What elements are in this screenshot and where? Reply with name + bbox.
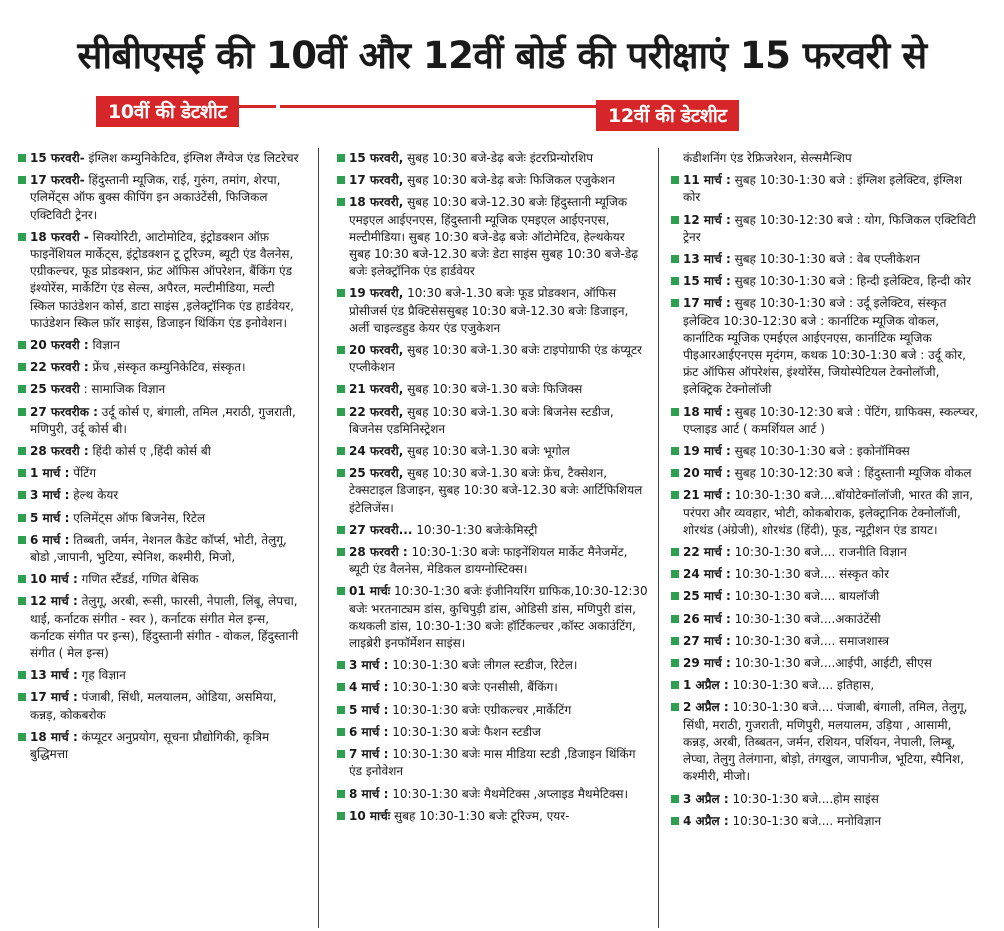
class10-datesheet-tag: 10वीं की डेटशीट (96, 96, 239, 127)
exam-date: 3 मार्च : (349, 658, 389, 673)
schedule-item (337, 786, 649, 803)
bullet-icon (671, 817, 679, 825)
schedule-item (337, 465, 649, 517)
bullet-icon (337, 526, 345, 534)
schedule-item (18, 729, 303, 763)
exam-date: 19 फरवरी, (349, 286, 404, 301)
exam-date: 18 मार्च : (683, 404, 731, 419)
exam-date: 10 मार्च : (30, 572, 78, 587)
schedule-item (337, 381, 649, 398)
exam-subjects: 10:30-1:30 बजे....अकाउंटेंसी (734, 611, 881, 626)
exam-subjects: सुबह 10:30 बजे-1.30 बजेः फ्रेंच, टैक्सेशन, टेक्सटाइल डिजाइन, सुबह 10:30 बजे-12.30 बजेः आर्टिफिशियल इंटेलिजेंस। (349, 466, 643, 515)
bullet-icon (18, 491, 26, 499)
exam-subjects: तेलुगू, अरबी, रूसी, फारसी, नेपाली, लिंबू, लेपचा, थाई, कर्नाटक संगीत - स्वर ), कर्नाटक संगीत मेल इन्स, कर्नाटक संगीत पर इन्स), हिंदुस्तानी संगीत - वोकल, हिंदुस्तानी संगीत ( मेल इन्स) (30, 594, 299, 661)
bullet-icon (337, 289, 345, 297)
schedule-item (337, 679, 649, 696)
schedule-item (671, 465, 981, 482)
schedule-item (671, 212, 981, 246)
exam-subjects: सुबह 10:30-12:30 बजे : पेंटिंग, ग्राफिक्स, स्कल्प्चर, एप्लाइड आर्ट ( कमर्शियल आर्ट ) (683, 404, 979, 436)
bullet-icon (18, 575, 26, 583)
class10-schedule-column (18, 150, 303, 768)
exam-date: 18 फरवरी, (349, 195, 404, 210)
exam-subjects: 10:30-1:30 बजेः मास मीडिया स्टडी ,डिजाइन थिंकिंग एंड इनोवेशन (349, 747, 636, 779)
schedule-item (337, 194, 649, 280)
exam-subjects: एलिमेंट्स ऑफ बिजनेस, रिटेल (73, 510, 206, 525)
bullet-icon (337, 728, 345, 736)
exam-date: 29 मार्च : (683, 656, 731, 671)
bullet-icon (671, 659, 679, 667)
exam-date: 12 मार्च : (30, 594, 78, 609)
exam-subjects: 10:30-1:30 बजे.... राजनीति विज्ञान (734, 545, 907, 560)
exam-date: 22 मार्च : (683, 545, 731, 560)
bullet-icon (671, 176, 679, 184)
exam-subjects: 10:30-1:30 बजे.... पंजाबी, बंगाली, तमिल, तेलुगू, सिंधी, मराठी, गुजराती, मणिपुरी, मलयालम, उड़िया , आसामी, कन्नड़, अरबी, तिब्बतन, जर्मन, रशियन, पर्शियन, नेपाली, लिम्बू, लेप्चा, तेलुगु तेलंगाना, बोड़ो, तंगखुल, जापानीज, भूटिया, स्पैनिश, कश्मीरी, मीजो। (683, 700, 968, 784)
exam-date: 24 मार्च : (683, 567, 731, 582)
exam-subjects: 10:30-1:30 बजेः एनसीसी, बैंकिंग। (392, 680, 558, 695)
exam-date: 22 फरवरी : (30, 360, 89, 375)
bullet-icon (18, 341, 26, 349)
column-divider-1 (318, 148, 319, 928)
exam-date: 19 मार्च : (683, 444, 731, 459)
continued-text: कंडीशनिंग एंड रेफ्रिजरेशन, सेल्समैन्शिप (683, 151, 852, 165)
bullet-icon (671, 570, 679, 578)
bullet-icon (337, 469, 345, 477)
exam-date: 13 मार्च : (683, 252, 731, 267)
exam-date: 18 फरवरी - (30, 229, 89, 244)
red-divider-right (280, 105, 596, 108)
schedule-item (18, 381, 303, 398)
exam-date: 15 मार्च : (683, 274, 731, 289)
exam-date: 17 मार्च : (683, 296, 731, 311)
exam-subjects: 10:30 बजे-1.30 बजेः फूड प्रोडक्शन, ऑफिस प्रोसीजर्स एंड प्रैक्टिसेससुबह 10:30 बजे-12.30 बजेः डिजाइन, अर्ली चाइल्डहुड केयर एंड एजुकेशन (349, 286, 629, 335)
schedule-item (671, 273, 981, 290)
schedule-item (337, 150, 649, 167)
bullet-icon (337, 790, 345, 798)
exam-date: 1 मार्च : (30, 466, 70, 481)
exam-subjects: सुबह 10:30-1:30 बजे : इंग्लिश इलेक्टिव, इंग्लिश कोर (683, 173, 963, 205)
bullet-icon (337, 346, 345, 354)
schedule-item (337, 702, 649, 719)
bullet-icon (671, 447, 679, 455)
exam-subjects: 10:30-1:30 बजेः मैथमेटिक्स ,अप्लाइड मैथमेटिक्स। (392, 786, 629, 801)
schedule-item (337, 342, 649, 376)
exam-subjects: सुबह 10:30-1:30 बजे : वेब एप्लीकेशन (734, 252, 921, 267)
exam-date: 3 अप्रैल : (683, 791, 729, 806)
bullet-icon (671, 299, 679, 307)
exam-date: 25 फरवरी, (349, 466, 404, 481)
exam-date: 20 मार्च : (683, 466, 731, 481)
exam-date: 10 मार्चः (349, 808, 391, 823)
schedule-item (18, 532, 303, 566)
class12-schedule-column-1 (337, 150, 649, 830)
exam-subjects: इंग्लिश कम्युनिकेटिव, इंग्लिश लैंग्वेज एंड लिटरेचर (88, 151, 299, 165)
schedule-item (671, 251, 981, 268)
exam-subjects: गृह विज्ञान (81, 668, 126, 683)
bullet-icon (337, 385, 345, 393)
schedule-item (18, 172, 303, 224)
schedule-item (18, 443, 303, 460)
exam-date: 15 फरवरी- (30, 151, 85, 165)
exam-date: 4 मार्च : (349, 680, 389, 695)
schedule-item (671, 791, 981, 808)
class12-schedule-column-2 (671, 150, 981, 835)
bullet-icon (18, 671, 26, 679)
exam-subjects: 10:30-1:30 बजेः लीगल स्टडीज, रिटेल। (392, 658, 578, 673)
exam-subjects: 10:30-1:30 बजे.... बायलॉजी (734, 589, 880, 604)
exam-subjects: तिब्बती, जर्मन, नेशनल कैडेट कॉर्प्स, भोटी, तेलुगू, बोडो ,जापानी, भुटिया, स्पेनिश, कश्मीरी, मिजो, (30, 532, 287, 565)
exam-subjects: हिंदुस्तानी म्यूजिक, राई, गुरुंग, तमांग, शेरपा, एलिमेंट्स ऑफ बुक्स कीपिंग इन अकाउंटेंसी, फिजिकल एक्टिविटी ट्रेनर। (30, 173, 281, 222)
page-headline: सीबीएसई की 10वीं और 12वीं बोर्ड की परीक्षाएं 15 फरवरी से (77, 34, 927, 77)
schedule-item (18, 689, 303, 723)
bullet-icon (337, 176, 345, 184)
exam-subjects: विज्ञान (92, 338, 120, 353)
exam-subjects: सिक्योरिटी, आटोमोटिव, इंट्रोडक्शन ऑफ़ फाइनेंशियल मार्केट्स, इंट्रोडक्शन टू टूरिज्म, ब्यूटी एंड वैलनेस, एग्रीकल्चर, फूड प्रोडक्शन, फ्रंट ऑफिस ऑपरेशन, बैंकिंग एंड इंश्योरेंस, मार्केटिंग एंड सेल्स, अपैरल, मल्टीमीडिया, मल्टी स्किल फाउंडेशन कोर्स, डाटा साइंस ,इलेक्ट्रॉनिक एंड हार्डवेयर, फाउंडेशन स्किल फ़ॉर साइंस, डिजाइन थिंकिंग एंड इनोवेशन। (30, 229, 294, 330)
bullet-icon (671, 592, 679, 600)
schedule-item (18, 487, 303, 504)
bullet-icon (18, 408, 26, 416)
exam-date: 1 अप्रैल : (683, 678, 729, 693)
schedule-item (671, 172, 981, 206)
schedule-item (337, 443, 649, 460)
bullet-icon (337, 812, 345, 820)
bullet-icon (671, 637, 679, 645)
bullet-icon (337, 750, 345, 758)
schedule-item (337, 404, 649, 438)
bullet-icon (18, 536, 26, 544)
exam-subjects: 10:30-1:30 बजेः फाइनेंशियल मार्केट मैनेजमेंट, ब्यूटी एंड वैलनेस, मेडिकल डायग्नोस्टिक्स। (349, 545, 628, 577)
schedule-item (18, 150, 303, 167)
exam-subjects: सुबह 10:30-1:30 बजे : इकोनॉमिक्स (734, 444, 910, 459)
schedule-item (671, 699, 981, 785)
exam-date: 8 मार्च : (349, 786, 389, 801)
exam-date: 4 अप्रैल : (683, 813, 729, 828)
bullet-icon (671, 255, 679, 263)
exam-date: 20 फरवरी : (30, 338, 89, 353)
schedule-item (18, 593, 303, 662)
exam-subjects: सुबह 10:30 बजे-1.30 बजेः बिजनेस स्टडीज, बिजनेस एडमिनिस्ट्रेशन (349, 404, 614, 436)
exam-date: 25 फरवरी (30, 382, 80, 397)
exam-subjects: 10:30-1:30 बजे.... संस्कृत कोर (734, 567, 889, 582)
bullet-icon (18, 597, 26, 605)
exam-date: 27 फरवरी... (349, 522, 413, 537)
schedule-item (18, 510, 303, 527)
schedule-item (337, 285, 649, 337)
bullet-icon (18, 176, 26, 184)
exam-date: 21 मार्च : (683, 488, 731, 503)
exam-subjects: सुबह 10:30 बजे-12.30 बजेः हिंदुस्तानी म्यूजिक एमइएल आईएनएस, हिंदुस्तानी म्यूजिक एमइएल आईएनएस, मल्टीमीडिया। सुबह 10:30 बजे-डेढ़ बजेः ऑटोमेटिव, हेल्थकेयर सुबह 10:30 बजे-12.30 बजेः डेटा साइंस सुबह 10:30 बजे-डेढ़ बजेः इलेक्ट्रॉनिक एंड हार्डवेयर (349, 195, 639, 279)
exam-subjects: सुबह 10:30-1:30 बजे : उर्दू इलेक्टिव, संस्कृत इलेक्टिव 10:30-12:30 बजे : कार्नाटिक म्यूजिक वोकल, कार्नाटिक म्यूजिक एमईएल आईएनएस, कार्नाटिक म्यूजिक पीइआरआईएनएस मृदंगम, कथक 10:30-1:30 बजे : उर्दू कोर, फ्रंट ऑफिस ऑपरेशंस, इंश्योरेंस, जियोस्पेटियल टेक्नोलॉजी, इलेक्ट्रिक टेक्नोलॉजी (683, 296, 966, 397)
exam-subjects: 10:30-1:30 बजे.... मनोविज्ञान (732, 813, 882, 828)
schedule-item (18, 337, 303, 354)
exam-subjects: पंजाबी, सिंधी, मलयालम, ओडिया, असमिया, कन्नड़, कोकबरोक (30, 690, 277, 722)
exam-date: 27 फरवरीक : (30, 404, 98, 419)
exam-subjects: 10:30-1:30 बजे.... इतिहास, (732, 678, 875, 693)
schedule-item (337, 657, 649, 674)
bullet-icon (337, 587, 345, 595)
exam-subjects: : सामाजिक विज्ञान (83, 382, 166, 397)
schedule-item (671, 566, 981, 583)
bullet-icon (337, 408, 345, 416)
exam-subjects: कंप्यूटर अनुप्रयोग, सूचना प्रौद्योगिकी, कृत्रिम बुद्धिमत्ता (30, 729, 270, 762)
exam-subjects: हेल्थ केयर (73, 488, 119, 503)
exam-subjects: 10:30-1:30 बजे.... समाजशास्त्र (734, 633, 889, 648)
exam-date: 20 फरवरी, (349, 343, 404, 358)
exam-subjects: सुबह 10:30-12:30 बजे : योग, फिजिकल एक्टिविटी ट्रेनर (683, 212, 976, 244)
exam-date: 6 मार्च : (349, 724, 389, 739)
exam-subjects: सुबह 10:30 बजे-1.30 बजेः टाइपोग्राफी एंड कंप्यूटर एप्लीकेशन (349, 343, 642, 375)
exam-date: 28 फरवरी : (30, 444, 89, 459)
schedule-item (18, 465, 303, 482)
schedule-item (671, 611, 981, 628)
column-divider-2 (658, 148, 659, 928)
schedule-item (671, 544, 981, 561)
exam-subjects: सुबह 10:30-1:30 बजेः टूरिज्म, एयर- (394, 808, 570, 823)
bullet-icon (671, 615, 679, 623)
exam-date: 17 मार्च : (30, 690, 78, 705)
exam-date: 27 मार्च : (683, 633, 731, 648)
exam-date: 13 मार्च : (30, 668, 78, 683)
schedule-item (671, 588, 981, 605)
bullet-icon (671, 277, 679, 285)
exam-date: 5 मार्च : (349, 702, 389, 717)
exam-subjects: सुबह 10:30 बजे-1.30 बजेः भूगोल (407, 444, 570, 459)
bullet-icon (671, 681, 679, 689)
exam-date: 15 फरवरी, (349, 151, 404, 165)
exam-subjects: पेंटिंग (73, 466, 96, 481)
exam-date: 11 मार्च : (683, 173, 731, 188)
exam-subjects: 10:30-1:30 बजेः इंजीनियरिंग ग्राफिक,10:30-12:30 बजेः भरतनाट्यम डांस, कुचिपुड़ी डांस, ओडिसी डांस, मणिपुरी डांस, कथकली डांस, 10:30-1:30 बजेः हॉर्टिकल्चर ,कॉस्ट अकाउंटिंग, लाइब्रेरी इनफॉर्मेशन साइंस। (349, 584, 648, 651)
bullet-icon (18, 447, 26, 455)
exam-subjects: 10:30-1:30 बजे....होम साइंस (732, 791, 879, 806)
bullet-icon (337, 683, 345, 691)
exam-subjects: 10:30-1:30 बजे....बॉयोटेक्नॉलॉजी, भारत की ज्ञान, परंपरा और व्यवहार, भोटी, कोकबोराक, इलेक्ट्रानिक टेक्नोलॉजी, शोरथंड (अंग्रेजी), शोरथंड (हिंदी), फूड, न्यूट्रीशन एंड डायट। (683, 488, 974, 537)
exam-subjects: सुबह 10:30 बजे-1.30 बजेः फिजिक्स (407, 382, 583, 397)
exam-date: 21 फरवरी, (349, 382, 404, 397)
bullet-icon (337, 548, 345, 556)
exam-subjects: हिंदी कोर्स ए ,हिंदी कोर्स बी (92, 444, 211, 459)
schedule-item (337, 724, 649, 741)
exam-date: 26 मार्च : (683, 611, 731, 626)
exam-subjects: 10:30-1:30 बजेःकेमिस्ट्री (416, 522, 538, 537)
bullet-icon (671, 703, 679, 711)
exam-subjects: सुबह 10:30-1:30 बजे : हिन्दी इलेक्टिव, हिन्दी कोर (734, 274, 972, 289)
schedule-item (18, 571, 303, 588)
bullet-icon (671, 216, 679, 224)
bullet-icon (337, 706, 345, 714)
exam-subjects: 10:30-1:30 बजेः फैशन स्टडीज (392, 724, 541, 739)
bullet-icon (671, 408, 679, 416)
exam-subjects: सुबह 10:30-12:30 बजे : हिंदुस्तानी म्यूजिक वोकल (734, 466, 972, 481)
bullet-icon (18, 693, 26, 701)
schedule-item (671, 487, 981, 539)
bullet-icon (671, 795, 679, 803)
schedule-item (18, 229, 303, 332)
exam-date: 7 मार्च : (349, 747, 389, 762)
schedule-item (671, 404, 981, 438)
schedule-item (671, 295, 981, 398)
schedule-item (671, 655, 981, 672)
bullet-icon (18, 514, 26, 522)
exam-date: 6 मार्च : (30, 532, 70, 547)
class12-datesheet-tag: 12वीं की डेटशीट (596, 100, 739, 131)
bullet-icon (337, 447, 345, 455)
bullet-icon (18, 385, 26, 393)
schedule-item (337, 808, 649, 825)
schedule-item (337, 172, 649, 189)
exam-date: 12 मार्च : (683, 212, 731, 227)
bullet-icon (337, 661, 345, 669)
exam-date: 01 मार्चः (349, 584, 391, 599)
bullet-icon (671, 491, 679, 499)
exam-date: 5 मार्च : (30, 510, 70, 525)
bullet-icon (337, 198, 345, 206)
bullet-icon (18, 233, 26, 241)
exam-date: 17 फरवरी- (30, 173, 85, 188)
schedule-item (671, 633, 981, 650)
schedule-item (337, 544, 649, 578)
schedule-item (671, 443, 981, 460)
exam-subjects: फ्रेंच ,संस्कृत कम्युनिकेटिव, संस्कृत। (92, 360, 246, 375)
schedule-item (337, 583, 649, 652)
bullet-icon (18, 469, 26, 477)
schedule-item (18, 404, 303, 438)
schedule-item (671, 677, 981, 694)
bullet-icon (671, 469, 679, 477)
schedule-item (337, 746, 649, 780)
exam-date: 22 फरवरी, (349, 404, 404, 419)
exam-subjects: उर्दू कोर्स ए, बंगाली, तमिल ,मराठी, गुजराती, मणिपुरी, उर्दू कोर्स बी। (30, 404, 296, 436)
exam-date: 25 मार्च : (683, 589, 731, 604)
exam-date: 17 फरवरी, (349, 173, 404, 188)
schedule-item (18, 359, 303, 376)
exam-date: 24 फरवरी, (349, 444, 404, 459)
exam-date: 18 मार्च : (30, 729, 78, 744)
bullet-icon (671, 548, 679, 556)
exam-subjects: 10:30-1:30 बजेः एग्रीकल्चर ,मार्केटिंग (392, 702, 572, 717)
bullet-icon (18, 154, 26, 162)
schedule-item (18, 667, 303, 684)
schedule-item (337, 522, 649, 539)
exam-subjects: गणित स्टैंडर्ड, गणित बेसिक (81, 572, 199, 587)
exam-date: 2 अप्रैल : (683, 700, 729, 715)
exam-date: 28 फरवरी : (349, 545, 408, 560)
exam-date: 3 मार्च : (30, 488, 70, 503)
bullet-icon (18, 733, 26, 741)
bullet-icon (18, 363, 26, 371)
bullet-icon (337, 154, 345, 162)
exam-subjects: सुबह 10:30 बजे-डेढ़ बजेः इंटरप्रिन्योरशिप (407, 151, 594, 165)
schedule-item (671, 813, 981, 830)
exam-subjects: सुबह 10:30 बजे-डेढ़ बजेः फिजिकल एजुकेशन (407, 173, 615, 188)
exam-subjects: 10:30-1:30 बजे....आईपी, आईटी, सीएस (734, 656, 932, 671)
